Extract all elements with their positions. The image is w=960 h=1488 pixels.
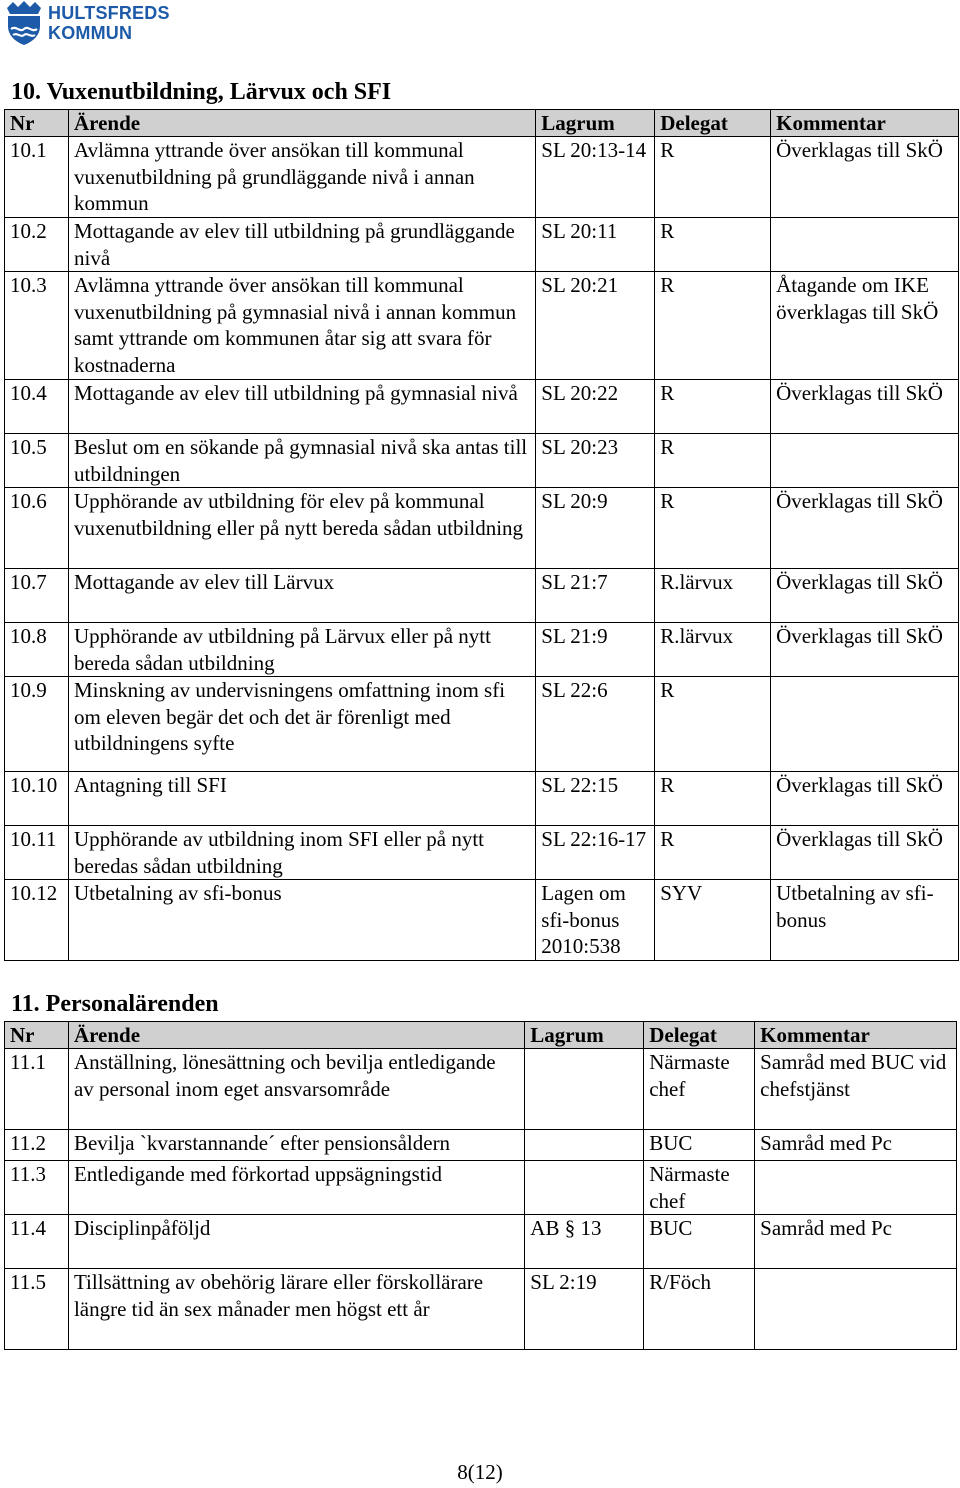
cell-arende: Mottagande av elev till utbildning på grundläggande nivå: [68, 218, 535, 272]
table-row: [5, 1215, 957, 1269]
cell-kommentar: Åtagande om IKE överklagas till SkÖ: [771, 272, 959, 380]
cell-delegat: R: [655, 272, 771, 380]
cell-kommentar: Överklagas till SkÖ: [771, 772, 959, 826]
cell-lagrum: Lagen om sfi-bonus 2010:538: [536, 880, 655, 961]
cell-delegat: R.lärvux: [655, 569, 771, 623]
cell-lagrum: SL 21:9: [536, 623, 655, 677]
cell-lagrum: [525, 1049, 644, 1130]
table-row: [5, 772, 959, 826]
cell-nr: 10.11: [5, 826, 69, 880]
cell-lagrum: SL 20:13-14: [536, 137, 655, 218]
cell-nr: 10.2: [5, 218, 69, 272]
section-10-table: [4, 109, 959, 961]
col-arende: Ärende: [68, 1022, 524, 1049]
cell-kommentar: Överklagas till SkÖ: [771, 488, 959, 569]
cell-kommentar: [755, 1161, 957, 1215]
cell-nr: 10.4: [5, 380, 69, 434]
table-row: [5, 880, 959, 961]
table-row: [5, 1269, 957, 1350]
col-arende: Ärende: [68, 110, 535, 137]
cell-nr: 10.12: [5, 880, 69, 961]
table-row: [5, 1049, 957, 1130]
cell-delegat: Närmaste chef: [644, 1161, 755, 1215]
cell-nr: 11.5: [5, 1269, 69, 1350]
cell-kommentar: Överklagas till SkÖ: [771, 137, 959, 218]
page-number: 8(12): [457, 1460, 503, 1484]
cell-nr: 11.4: [5, 1215, 69, 1269]
section-11-title: 11. Personalärenden: [11, 991, 219, 1017]
cell-nr: 10.7: [5, 569, 69, 623]
cell-delegat: BUC: [644, 1215, 755, 1269]
cell-delegat: R: [655, 772, 771, 826]
cell-kommentar: Samråd med Pc: [755, 1130, 957, 1161]
cell-kommentar: [755, 1269, 957, 1350]
cell-arende: Bevilja `kvarstannande´ efter pensionsåldern: [68, 1130, 524, 1161]
cell-arende: Anställning, lönesättning och bevilja entledigande av personal inom eget ansvarsområde: [68, 1049, 524, 1130]
cell-nr: 10.6: [5, 488, 69, 569]
col-delegat: Delegat: [655, 110, 771, 137]
cell-kommentar: Överklagas till SkÖ: [771, 380, 959, 434]
table-header-row: [5, 1022, 957, 1049]
cell-kommentar: [771, 218, 959, 272]
cell-lagrum: SL 20:11: [536, 218, 655, 272]
cell-arende: Tillsättning av obehörig lärare eller förskollärare längre tid än sex månader men högst ett år: [68, 1269, 524, 1350]
cell-nr: 11.3: [5, 1161, 69, 1215]
table-row: [5, 272, 959, 380]
cell-lagrum: SL 22:15: [536, 772, 655, 826]
cell-arende: Mottagande av elev till utbildning på gymnasial nivå: [68, 380, 535, 434]
cell-delegat: R/Föch: [644, 1269, 755, 1350]
cell-lagrum: SL 22:6: [536, 677, 655, 772]
col-nr: Nr: [5, 110, 69, 137]
table-row: [5, 826, 959, 880]
cell-delegat: R.lärvux: [655, 623, 771, 677]
table-row: [5, 218, 959, 272]
table-row: [5, 1161, 957, 1215]
section-10-title: 10. Vuxenutbildning, Lärvux och SFI: [11, 79, 392, 105]
cell-kommentar: Överklagas till SkÖ: [771, 826, 959, 880]
cell-delegat: Närmaste chef: [644, 1049, 755, 1130]
cell-delegat: R: [655, 380, 771, 434]
col-kommentar: Kommentar: [755, 1022, 957, 1049]
cell-nr: 10.10: [5, 772, 69, 826]
section-11-table: [4, 1021, 957, 1350]
cell-lagrum: AB § 13: [525, 1215, 644, 1269]
cell-lagrum: SL 2:19: [525, 1269, 644, 1350]
cell-delegat: R: [655, 218, 771, 272]
cell-lagrum: SL 22:16-17: [536, 826, 655, 880]
municipality-logo: [4, 0, 170, 46]
cell-delegat: SYV: [655, 880, 771, 961]
cell-delegat: R: [655, 137, 771, 218]
cell-arende: Antagning till SFI: [68, 772, 535, 826]
crown-shield-icon: [4, 0, 44, 46]
cell-arende: Avlämna yttrande över ansökan till kommunal vuxenutbildning på gymnasial nivå i annan kommun samt yttrande om kommunen åtar sig att svara för kostnaderna: [68, 272, 535, 380]
cell-arende: Upphörande av utbildning inom SFI eller på nytt beredas sådan utbildning: [68, 826, 535, 880]
table-row: [5, 137, 959, 218]
cell-delegat: R: [655, 826, 771, 880]
cell-delegat: R: [655, 488, 771, 569]
cell-lagrum: SL 20:22: [536, 380, 655, 434]
cell-delegat: R: [655, 677, 771, 772]
cell-kommentar: Samråd med Pc: [755, 1215, 957, 1269]
cell-lagrum: SL 20:23: [536, 434, 655, 488]
cell-nr: 10.1: [5, 137, 69, 218]
cell-delegat: R: [655, 434, 771, 488]
cell-nr: 10.9: [5, 677, 69, 772]
cell-kommentar: Överklagas till SkÖ: [771, 569, 959, 623]
cell-lagrum: [525, 1161, 644, 1215]
table-row: [5, 434, 959, 488]
cell-nr: 11.2: [5, 1130, 69, 1161]
cell-kommentar: Samråd med BUC vid chefstjänst: [755, 1049, 957, 1130]
col-lagrum: Lagrum: [525, 1022, 644, 1049]
cell-arende: Minskning av undervisningens omfattning inom sfi om eleven begär det och det är förenligt med utbildningens syfte: [68, 677, 535, 772]
cell-nr: 11.1: [5, 1049, 69, 1130]
cell-arende: Upphörande av utbildning för elev på kommunal vuxenutbildning eller på nytt bereda sådan utbildning: [68, 488, 535, 569]
table-row: [5, 677, 959, 772]
col-delegat: Delegat: [644, 1022, 755, 1049]
cell-nr: 10.8: [5, 623, 69, 677]
col-lagrum: Lagrum: [536, 110, 655, 137]
cell-lagrum: [525, 1130, 644, 1161]
cell-arende: Disciplinpåföljd: [68, 1215, 524, 1269]
logo-line2: KOMMUN: [48, 23, 133, 43]
table-row: [5, 488, 959, 569]
cell-nr: 10.3: [5, 272, 69, 380]
cell-kommentar: [771, 677, 959, 772]
cell-delegat: BUC: [644, 1130, 755, 1161]
cell-kommentar: Överklagas till SkÖ: [771, 623, 959, 677]
cell-kommentar: Utbetalning av sfi-bonus: [771, 880, 959, 961]
table-row: [5, 380, 959, 434]
cell-arende: Upphörande av utbildning på Lärvux eller på nytt bereda sådan utbildning: [68, 623, 535, 677]
cell-arende: Beslut om en sökande på gymnasial nivå ska antas till utbildningen: [68, 434, 535, 488]
cell-lagrum: SL 21:7: [536, 569, 655, 623]
table-row: [5, 1130, 957, 1161]
cell-arende: Avlämna yttrande över ansökan till kommunal vuxenutbildning på grundläggande nivå i annan kommun: [68, 137, 535, 218]
cell-nr: 10.5: [5, 434, 69, 488]
logo-line1: HULTSFREDS: [48, 3, 170, 23]
table-header-row: [5, 110, 959, 137]
table-row: [5, 569, 959, 623]
cell-arende: Utbetalning av sfi-bonus: [68, 880, 535, 961]
col-kommentar: Kommentar: [771, 110, 959, 137]
cell-arende: Mottagande av elev till Lärvux: [68, 569, 535, 623]
col-nr: Nr: [5, 1022, 69, 1049]
table-row: [5, 623, 959, 677]
cell-kommentar: [771, 434, 959, 488]
cell-lagrum: SL 20:9: [536, 488, 655, 569]
cell-arende: Entledigande med förkortad uppsägningstid: [68, 1161, 524, 1215]
cell-lagrum: SL 20:21: [536, 272, 655, 380]
